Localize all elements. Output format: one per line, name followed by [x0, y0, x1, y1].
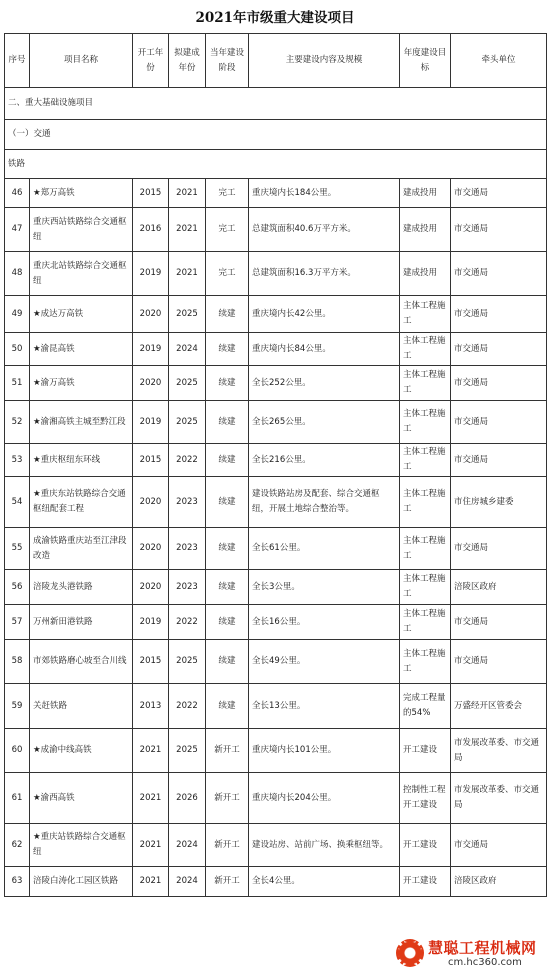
table-row [5, 179, 547, 208]
row-seq: 47 [5, 208, 30, 252]
row-goal: 主体工程施工 [400, 570, 451, 605]
row-goal: 完成工程量的54% [400, 684, 451, 729]
row-content: 全长13公里。 [249, 684, 400, 729]
table-row [5, 333, 547, 366]
row-phase: 续建 [206, 444, 249, 477]
row-content: 重庆境内长42公里。 [249, 296, 400, 333]
row-unit: 市交通局 [451, 528, 547, 570]
header-start-year: 开工年份 [133, 34, 169, 88]
row-seq: 49 [5, 296, 30, 333]
row-content: 全长252公里。 [249, 366, 400, 401]
row-content: 建设站房、站前广场、换乘枢纽等。 [249, 824, 400, 867]
row-start-year: 2020 [133, 366, 169, 401]
row-phase: 续建 [206, 684, 249, 729]
row-start-year: 2015 [133, 444, 169, 477]
row-unit: 涪陵区政府 [451, 867, 547, 897]
row-goal: 主体工程施工 [400, 366, 451, 401]
table-row [5, 252, 547, 296]
row-seq: 57 [5, 605, 30, 640]
row-goal: 开工建设 [400, 867, 451, 897]
row-end-year: 2026 [169, 773, 206, 824]
row-end-year: 2024 [169, 333, 206, 366]
row-goal: 开工建设 [400, 824, 451, 867]
row-seq: 56 [5, 570, 30, 605]
row-phase: 新开工 [206, 773, 249, 824]
table-row [5, 366, 547, 401]
row-end-year: 2024 [169, 867, 206, 897]
row-name: ★重庆站铁路综合交通枢纽 [30, 824, 133, 867]
row-end-year: 2023 [169, 570, 206, 605]
row-phase: 完工 [206, 208, 249, 252]
row-seq: 54 [5, 477, 30, 528]
row-goal: 主体工程施工 [400, 444, 451, 477]
row-end-year: 2022 [169, 605, 206, 640]
row-name: 涪陵龙头港铁路 [30, 570, 133, 605]
row-end-year: 2025 [169, 729, 206, 773]
row-content: 全长16公里。 [249, 605, 400, 640]
row-goal: 主体工程施工 [400, 401, 451, 444]
row-name: 重庆北站铁路综合交通枢纽 [30, 252, 133, 296]
row-name: 成渝铁路重庆站至江津段改造 [30, 528, 133, 570]
row-phase: 新开工 [206, 729, 249, 773]
row-end-year: 2025 [169, 401, 206, 444]
header-phase: 当年建设阶段 [206, 34, 249, 88]
row-end-year: 2025 [169, 296, 206, 333]
row-start-year: 2021 [133, 729, 169, 773]
row-start-year: 2021 [133, 824, 169, 867]
row-end-year: 2021 [169, 252, 206, 296]
row-name: 市郊铁路磨心坡至合川线 [30, 640, 133, 684]
table-row [5, 401, 547, 444]
row-end-year: 2025 [169, 640, 206, 684]
row-phase: 续建 [206, 640, 249, 684]
header-end-year: 拟建成年份 [169, 34, 206, 88]
table-row [5, 477, 547, 528]
row-phase: 续建 [206, 296, 249, 333]
row-end-year: 2021 [169, 208, 206, 252]
row-unit: 市交通局 [451, 401, 547, 444]
row-phase: 续建 [206, 570, 249, 605]
row-goal: 主体工程施工 [400, 477, 451, 528]
row-start-year: 2021 [133, 773, 169, 824]
table-row [5, 867, 547, 897]
row-start-year: 2020 [133, 296, 169, 333]
table-row [5, 605, 547, 640]
row-seq: 63 [5, 867, 30, 897]
row-goal: 建成投用 [400, 252, 451, 296]
row-start-year: 2015 [133, 179, 169, 208]
row-seq: 59 [5, 684, 30, 729]
row-name: ★渝西高铁 [30, 773, 133, 824]
row-unit: 涪陵区政府 [451, 570, 547, 605]
row-start-year: 2020 [133, 477, 169, 528]
row-name: ★重庆东站铁路综合交通枢纽配套工程 [30, 477, 133, 528]
section-row-railway [5, 150, 547, 179]
row-unit: 市交通局 [451, 208, 547, 252]
row-name: ★渝昆高铁 [30, 333, 133, 366]
row-start-year: 2019 [133, 252, 169, 296]
row-start-year: 2020 [133, 528, 169, 570]
row-name: ★重庆枢纽东环线 [30, 444, 133, 477]
row-start-year: 2020 [133, 570, 169, 605]
row-start-year: 2019 [133, 333, 169, 366]
row-phase: 完工 [206, 179, 249, 208]
row-phase: 续建 [206, 333, 249, 366]
table-row [5, 570, 547, 605]
row-name: 重庆西站铁路综合交通枢纽 [30, 208, 133, 252]
header-name: 项目名称 [30, 34, 133, 88]
row-content: 建设铁路站房及配套、综合交通枢纽，开展土地综合整治等。 [249, 477, 400, 528]
row-phase: 续建 [206, 528, 249, 570]
row-content: 全长4公里。 [249, 867, 400, 897]
row-unit: 市交通局 [451, 605, 547, 640]
row-content: 全长216公里。 [249, 444, 400, 477]
table-row [5, 296, 547, 333]
row-unit: 万盛经开区管委会 [451, 684, 547, 729]
row-phase: 新开工 [206, 824, 249, 867]
row-content: 重庆境内长204公里。 [249, 773, 400, 824]
row-goal: 开工建设 [400, 729, 451, 773]
header-seq: 序号 [5, 34, 30, 88]
row-seq: 55 [5, 528, 30, 570]
row-unit: 市交通局 [451, 333, 547, 366]
row-seq: 62 [5, 824, 30, 867]
row-end-year: 2023 [169, 528, 206, 570]
row-phase: 续建 [206, 401, 249, 444]
row-phase: 新开工 [206, 867, 249, 897]
row-start-year: 2021 [133, 867, 169, 897]
row-unit: 市交通局 [451, 640, 547, 684]
row-goal: 主体工程施工 [400, 333, 451, 366]
row-end-year: 2025 [169, 366, 206, 401]
row-content: 总建筑面积40.6万平方米。 [249, 208, 400, 252]
row-unit: 市交通局 [451, 366, 547, 401]
table-row [5, 684, 547, 729]
table-row [5, 640, 547, 684]
row-goal: 主体工程施工 [400, 296, 451, 333]
header-goal: 年度建设目标 [400, 34, 451, 88]
row-goal: 建成投用 [400, 179, 451, 208]
row-seq: 60 [5, 729, 30, 773]
row-end-year: 2022 [169, 684, 206, 729]
row-seq: 50 [5, 333, 30, 366]
table-row [5, 773, 547, 824]
watermark-site: cm.hc360.com [448, 957, 522, 968]
row-goal: 控制性工程开工建设 [400, 773, 451, 824]
table-row [5, 208, 547, 252]
row-start-year: 2016 [133, 208, 169, 252]
row-goal: 建成投用 [400, 208, 451, 252]
row-unit: 市交通局 [451, 824, 547, 867]
row-name: ★成渝中线高铁 [30, 729, 133, 773]
table-row [5, 444, 547, 477]
section-major-label: 二、重大基础设施项目 [5, 88, 547, 120]
row-goal: 主体工程施工 [400, 528, 451, 570]
row-name: 万州新田港铁路 [30, 605, 133, 640]
row-unit: 市发展改革委、市交通局 [451, 773, 547, 824]
header-unit: 牵头单位 [451, 34, 547, 88]
row-seq: 61 [5, 773, 30, 824]
watermark-brand: 慧聪工程机械网 [428, 939, 537, 957]
row-name: 涪陵白涛化工园区铁路 [30, 867, 133, 897]
header-content: 主要建设内容及规模 [249, 34, 400, 88]
row-seq: 51 [5, 366, 30, 401]
section-row-transport [5, 120, 547, 150]
row-start-year: 2019 [133, 605, 169, 640]
gear-logo-icon [396, 939, 424, 967]
row-start-year: 2019 [133, 401, 169, 444]
row-end-year: 2024 [169, 824, 206, 867]
table-row [5, 528, 547, 570]
row-content: 总建筑面积16.3万平方米。 [249, 252, 400, 296]
row-name: ★渝万高铁 [30, 366, 133, 401]
row-content: 重庆境内长84公里。 [249, 333, 400, 366]
page-title: 2021年市级重大建设项目 [195, 10, 355, 26]
row-start-year: 2013 [133, 684, 169, 729]
row-seq: 46 [5, 179, 30, 208]
row-goal: 主体工程施工 [400, 605, 451, 640]
section-railway-label: 铁路 [5, 150, 547, 179]
row-name: ★成达万高铁 [30, 296, 133, 333]
row-name: ★郑万高铁 [30, 179, 133, 208]
row-content: 重庆境内长101公里。 [249, 729, 400, 773]
section-row-major [5, 88, 547, 120]
row-unit: 市发展改革委、市交通局 [451, 729, 547, 773]
table-row [5, 824, 547, 867]
projects-table [4, 33, 547, 897]
row-seq: 52 [5, 401, 30, 444]
row-unit: 市交通局 [451, 444, 547, 477]
row-seq: 58 [5, 640, 30, 684]
row-content: 全长265公里。 [249, 401, 400, 444]
row-name: ★渝湘高铁主城至黔江段 [30, 401, 133, 444]
row-unit: 市住房城乡建委 [451, 477, 547, 528]
row-content: 重庆境内长184公里。 [249, 179, 400, 208]
row-content: 全长61公里。 [249, 528, 400, 570]
row-end-year: 2022 [169, 444, 206, 477]
row-phase: 续建 [206, 477, 249, 528]
row-phase: 续建 [206, 366, 249, 401]
row-end-year: 2023 [169, 477, 206, 528]
row-content: 全长49公里。 [249, 640, 400, 684]
row-start-year: 2015 [133, 640, 169, 684]
row-content: 全长3公里。 [249, 570, 400, 605]
row-goal: 主体工程施工 [400, 640, 451, 684]
watermark [396, 937, 546, 971]
row-unit: 市交通局 [451, 296, 547, 333]
row-end-year: 2021 [169, 179, 206, 208]
row-unit: 市交通局 [451, 252, 547, 296]
row-unit: 市交通局 [451, 179, 547, 208]
table-row [5, 729, 547, 773]
row-seq: 48 [5, 252, 30, 296]
row-seq: 53 [5, 444, 30, 477]
row-phase: 续建 [206, 605, 249, 640]
row-name: 关赶铁路 [30, 684, 133, 729]
table-header-row [5, 34, 547, 88]
row-phase: 完工 [206, 252, 249, 296]
section-transport-label: （一）交通 [5, 120, 547, 150]
